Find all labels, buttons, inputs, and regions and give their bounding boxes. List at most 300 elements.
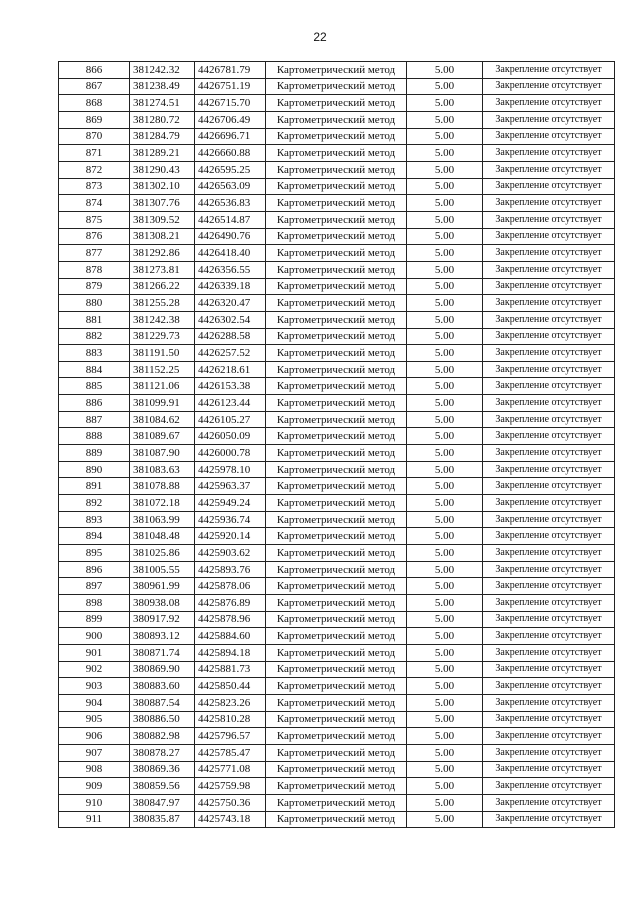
y-coordinate-cell: 4426563.09 (195, 178, 266, 195)
x-coordinate-cell: 380883.60 (130, 678, 195, 695)
point-number-cell: 907 (59, 744, 130, 761)
method-cell: Картометрический метод (266, 195, 407, 212)
table-row (59, 361, 615, 378)
table-row (59, 278, 615, 295)
point-number-cell: 900 (59, 628, 130, 645)
table-row (59, 228, 615, 245)
x-coordinate-cell: 380938.08 (130, 595, 195, 612)
accuracy-cell: 5.00 (407, 228, 483, 245)
table-row (59, 295, 615, 312)
accuracy-cell: 5.00 (407, 545, 483, 562)
accuracy-cell: 5.00 (407, 178, 483, 195)
fixation-note-cell: Закрепление отсутствует (483, 245, 615, 262)
table-row (59, 595, 615, 612)
method-cell: Картометрический метод (266, 694, 407, 711)
table-row (59, 311, 615, 328)
fixation-note-cell: Закрепление отсутствует (483, 528, 615, 545)
accuracy-cell: 5.00 (407, 395, 483, 412)
accuracy-cell: 5.00 (407, 611, 483, 628)
x-coordinate-cell: 381273.81 (130, 261, 195, 278)
table-row (59, 411, 615, 428)
point-number-cell: 898 (59, 595, 130, 612)
point-number-cell: 894 (59, 528, 130, 545)
fixation-note-cell: Закрепление отсутствует (483, 78, 615, 95)
method-cell: Картометрический метод (266, 511, 407, 528)
x-coordinate-cell: 380917.92 (130, 611, 195, 628)
table-row (59, 661, 615, 678)
x-coordinate-cell: 381290.43 (130, 161, 195, 178)
accuracy-cell: 5.00 (407, 378, 483, 395)
y-coordinate-cell: 4425978.10 (195, 461, 266, 478)
table-row (59, 778, 615, 795)
table-row (59, 261, 615, 278)
accuracy-cell: 5.00 (407, 561, 483, 578)
x-coordinate-cell: 380835.87 (130, 811, 195, 828)
accuracy-cell: 5.00 (407, 111, 483, 128)
fixation-note-cell: Закрепление отсутствует (483, 428, 615, 445)
accuracy-cell: 5.00 (407, 128, 483, 145)
point-number-cell: 897 (59, 578, 130, 595)
fixation-note-cell: Закрепление отсутствует (483, 478, 615, 495)
accuracy-cell: 5.00 (407, 644, 483, 661)
point-number-cell: 899 (59, 611, 130, 628)
accuracy-cell: 5.00 (407, 778, 483, 795)
method-cell: Картометрический метод (266, 595, 407, 612)
point-number-cell: 884 (59, 361, 130, 378)
y-coordinate-cell: 4425743.18 (195, 811, 266, 828)
accuracy-cell: 5.00 (407, 628, 483, 645)
method-cell: Картометрический метод (266, 395, 407, 412)
point-number-cell: 901 (59, 644, 130, 661)
y-coordinate-cell: 4425771.08 (195, 761, 266, 778)
y-coordinate-cell: 4426050.09 (195, 428, 266, 445)
point-number-cell: 877 (59, 245, 130, 262)
fixation-note-cell: Закрепление отсутствует (483, 644, 615, 661)
x-coordinate-cell: 381048.48 (130, 528, 195, 545)
fixation-note-cell: Закрепление отсутствует (483, 378, 615, 395)
table-row (59, 145, 615, 162)
fixation-note-cell: Закрепление отсутствует (483, 111, 615, 128)
method-cell: Картометрический метод (266, 378, 407, 395)
fixation-note-cell: Закрепление отсутствует (483, 628, 615, 645)
table-row (59, 445, 615, 462)
accuracy-cell: 5.00 (407, 161, 483, 178)
accuracy-cell: 5.00 (407, 694, 483, 711)
x-coordinate-cell: 381083.63 (130, 461, 195, 478)
coordinates-table (58, 61, 615, 828)
x-coordinate-cell: 381121.06 (130, 378, 195, 395)
accuracy-cell: 5.00 (407, 245, 483, 262)
y-coordinate-cell: 4425894.18 (195, 644, 266, 661)
table-row (59, 794, 615, 811)
point-number-cell: 866 (59, 62, 130, 79)
fixation-note-cell: Закрепление отсутствует (483, 495, 615, 512)
method-cell: Картометрический метод (266, 128, 407, 145)
y-coordinate-cell: 4425903.62 (195, 545, 266, 562)
y-coordinate-cell: 4425750.36 (195, 794, 266, 811)
table-row (59, 128, 615, 145)
x-coordinate-cell: 381308.21 (130, 228, 195, 245)
method-cell: Картометрический метод (266, 295, 407, 312)
x-coordinate-cell: 381005.55 (130, 561, 195, 578)
table-row (59, 95, 615, 112)
method-cell: Картометрический метод (266, 811, 407, 828)
y-coordinate-cell: 4425810.28 (195, 711, 266, 728)
point-number-cell: 882 (59, 328, 130, 345)
point-number-cell: 903 (59, 678, 130, 695)
y-coordinate-cell: 4426706.49 (195, 111, 266, 128)
fixation-note-cell: Закрепление отсутствует (483, 661, 615, 678)
x-coordinate-cell: 381280.72 (130, 111, 195, 128)
accuracy-cell: 5.00 (407, 95, 483, 112)
method-cell: Картометрический метод (266, 411, 407, 428)
x-coordinate-cell: 381152.25 (130, 361, 195, 378)
table-row (59, 578, 615, 595)
point-number-cell: 871 (59, 145, 130, 162)
point-number-cell: 878 (59, 261, 130, 278)
accuracy-cell: 5.00 (407, 361, 483, 378)
accuracy-cell: 5.00 (407, 78, 483, 95)
accuracy-cell: 5.00 (407, 811, 483, 828)
method-cell: Картометрический метод (266, 428, 407, 445)
y-coordinate-cell: 4426751.19 (195, 78, 266, 95)
fixation-note-cell: Закрепление отсутствует (483, 761, 615, 778)
x-coordinate-cell: 381089.67 (130, 428, 195, 445)
x-coordinate-cell: 381087.90 (130, 445, 195, 462)
method-cell: Картометрический метод (266, 111, 407, 128)
method-cell: Картометрический метод (266, 545, 407, 562)
accuracy-cell: 5.00 (407, 744, 483, 761)
x-coordinate-cell: 381025.86 (130, 545, 195, 562)
x-coordinate-cell: 381072.18 (130, 495, 195, 512)
x-coordinate-cell: 381242.32 (130, 62, 195, 79)
y-coordinate-cell: 4426536.83 (195, 195, 266, 212)
point-number-cell: 887 (59, 411, 130, 428)
table-row (59, 211, 615, 228)
accuracy-cell: 5.00 (407, 195, 483, 212)
y-coordinate-cell: 4426356.55 (195, 261, 266, 278)
accuracy-cell: 5.00 (407, 295, 483, 312)
table-row (59, 644, 615, 661)
accuracy-cell: 5.00 (407, 461, 483, 478)
accuracy-cell: 5.00 (407, 345, 483, 362)
x-coordinate-cell: 380893.12 (130, 628, 195, 645)
accuracy-cell: 5.00 (407, 495, 483, 512)
table-row (59, 611, 615, 628)
accuracy-cell: 5.00 (407, 261, 483, 278)
accuracy-cell: 5.00 (407, 678, 483, 695)
fixation-note-cell: Закрепление отсутствует (483, 261, 615, 278)
method-cell: Картометрический метод (266, 328, 407, 345)
point-number-cell: 892 (59, 495, 130, 512)
table-row (59, 511, 615, 528)
accuracy-cell: 5.00 (407, 478, 483, 495)
point-number-cell: 902 (59, 661, 130, 678)
accuracy-cell: 5.00 (407, 595, 483, 612)
fixation-note-cell: Закрепление отсутствует (483, 228, 615, 245)
x-coordinate-cell: 381191.50 (130, 345, 195, 362)
fixation-note-cell: Закрепление отсутствует (483, 578, 615, 595)
x-coordinate-cell: 381292.86 (130, 245, 195, 262)
x-coordinate-cell: 381289.21 (130, 145, 195, 162)
accuracy-cell: 5.00 (407, 211, 483, 228)
fixation-note-cell: Закрепление отсутствует (483, 411, 615, 428)
accuracy-cell: 5.00 (407, 578, 483, 595)
fixation-note-cell: Закрепление отсутствует (483, 361, 615, 378)
y-coordinate-cell: 4425878.96 (195, 611, 266, 628)
table-row (59, 345, 615, 362)
accuracy-cell: 5.00 (407, 428, 483, 445)
y-coordinate-cell: 4426339.18 (195, 278, 266, 295)
method-cell: Картометрический метод (266, 761, 407, 778)
x-coordinate-cell: 380886.50 (130, 711, 195, 728)
accuracy-cell: 5.00 (407, 311, 483, 328)
accuracy-cell: 5.00 (407, 145, 483, 162)
table-row (59, 811, 615, 828)
table-row (59, 744, 615, 761)
method-cell: Картометрический метод (266, 78, 407, 95)
x-coordinate-cell: 381307.76 (130, 195, 195, 212)
point-number-cell: 872 (59, 161, 130, 178)
x-coordinate-cell: 381255.28 (130, 295, 195, 312)
y-coordinate-cell: 4425936.74 (195, 511, 266, 528)
fixation-note-cell: Закрепление отсутствует (483, 278, 615, 295)
fixation-note-cell: Закрепление отсутствует (483, 794, 615, 811)
x-coordinate-cell: 380882.98 (130, 728, 195, 745)
table-row (59, 545, 615, 562)
point-number-cell: 904 (59, 694, 130, 711)
method-cell: Картометрический метод (266, 95, 407, 112)
point-number-cell: 881 (59, 311, 130, 328)
fixation-note-cell: Закрепление отсутствует (483, 145, 615, 162)
method-cell: Картометрический метод (266, 578, 407, 595)
fixation-note-cell: Закрепление отсутствует (483, 195, 615, 212)
y-coordinate-cell: 4426595.25 (195, 161, 266, 178)
y-coordinate-cell: 4426418.40 (195, 245, 266, 262)
x-coordinate-cell: 381099.91 (130, 395, 195, 412)
method-cell: Картометрический метод (266, 345, 407, 362)
method-cell: Картометрический метод (266, 661, 407, 678)
method-cell: Картометрический метод (266, 228, 407, 245)
method-cell: Картометрический метод (266, 478, 407, 495)
method-cell: Картометрический метод (266, 644, 407, 661)
accuracy-cell: 5.00 (407, 511, 483, 528)
point-number-cell: 869 (59, 111, 130, 128)
method-cell: Картометрический метод (266, 744, 407, 761)
y-coordinate-cell: 4426105.27 (195, 411, 266, 428)
y-coordinate-cell: 4425796.57 (195, 728, 266, 745)
y-coordinate-cell: 4425893.76 (195, 561, 266, 578)
table-row (59, 561, 615, 578)
point-number-cell: 886 (59, 395, 130, 412)
point-number-cell: 891 (59, 478, 130, 495)
table-row (59, 678, 615, 695)
table-row (59, 694, 615, 711)
table-row (59, 461, 615, 478)
fixation-note-cell: Закрепление отсутствует (483, 62, 615, 79)
y-coordinate-cell: 4425759.98 (195, 778, 266, 795)
point-number-cell: 889 (59, 445, 130, 462)
table-row (59, 711, 615, 728)
y-coordinate-cell: 4426153.38 (195, 378, 266, 395)
accuracy-cell: 5.00 (407, 62, 483, 79)
point-number-cell: 888 (59, 428, 130, 445)
y-coordinate-cell: 4426781.79 (195, 62, 266, 79)
point-number-cell: 874 (59, 195, 130, 212)
y-coordinate-cell: 4426218.61 (195, 361, 266, 378)
point-number-cell: 870 (59, 128, 130, 145)
y-coordinate-cell: 4425920.14 (195, 528, 266, 545)
accuracy-cell: 5.00 (407, 761, 483, 778)
point-number-cell: 876 (59, 228, 130, 245)
y-coordinate-cell: 4425785.47 (195, 744, 266, 761)
fixation-note-cell: Закрепление отсутствует (483, 694, 615, 711)
method-cell: Картометрический метод (266, 495, 407, 512)
y-coordinate-cell: 4425878.06 (195, 578, 266, 595)
table-row (59, 178, 615, 195)
y-coordinate-cell: 4426490.76 (195, 228, 266, 245)
fixation-note-cell: Закрепление отсутствует (483, 211, 615, 228)
table-row (59, 328, 615, 345)
x-coordinate-cell: 381063.99 (130, 511, 195, 528)
table-row (59, 428, 615, 445)
fixation-note-cell: Закрепление отсутствует (483, 461, 615, 478)
y-coordinate-cell: 4426514.87 (195, 211, 266, 228)
method-cell: Картометрический метод (266, 711, 407, 728)
method-cell: Картометрический метод (266, 628, 407, 645)
method-cell: Картометрический метод (266, 62, 407, 79)
y-coordinate-cell: 4425884.60 (195, 628, 266, 645)
method-cell: Картометрический метод (266, 261, 407, 278)
method-cell: Картометрический метод (266, 278, 407, 295)
x-coordinate-cell: 381242.38 (130, 311, 195, 328)
table-row (59, 161, 615, 178)
fixation-note-cell: Закрепление отсутствует (483, 561, 615, 578)
point-number-cell: 909 (59, 778, 130, 795)
point-number-cell: 883 (59, 345, 130, 362)
y-coordinate-cell: 4426660.88 (195, 145, 266, 162)
y-coordinate-cell: 4426000.78 (195, 445, 266, 462)
fixation-note-cell: Закрепление отсутствует (483, 345, 615, 362)
method-cell: Картометрический метод (266, 461, 407, 478)
accuracy-cell: 5.00 (407, 711, 483, 728)
y-coordinate-cell: 4425823.26 (195, 694, 266, 711)
point-number-cell: 879 (59, 278, 130, 295)
fixation-note-cell: Закрепление отсутствует (483, 744, 615, 761)
fixation-note-cell: Закрепление отсутствует (483, 178, 615, 195)
table-row (59, 495, 615, 512)
y-coordinate-cell: 4426320.47 (195, 295, 266, 312)
y-coordinate-cell: 4426302.54 (195, 311, 266, 328)
x-coordinate-cell: 380859.56 (130, 778, 195, 795)
point-number-cell: 895 (59, 545, 130, 562)
point-number-cell: 867 (59, 78, 130, 95)
method-cell: Картометрический метод (266, 778, 407, 795)
table-row (59, 78, 615, 95)
x-coordinate-cell: 380869.90 (130, 661, 195, 678)
x-coordinate-cell: 381238.49 (130, 78, 195, 95)
method-cell: Картометрический метод (266, 528, 407, 545)
x-coordinate-cell: 380869.36 (130, 761, 195, 778)
fixation-note-cell: Закрепление отсутствует (483, 778, 615, 795)
table-row (59, 528, 615, 545)
fixation-note-cell: Закрепление отсутствует (483, 611, 615, 628)
table-row (59, 378, 615, 395)
accuracy-cell: 5.00 (407, 278, 483, 295)
table-row (59, 395, 615, 412)
y-coordinate-cell: 4426715.70 (195, 95, 266, 112)
point-number-cell: 905 (59, 711, 130, 728)
method-cell: Картометрический метод (266, 145, 407, 162)
x-coordinate-cell: 380961.99 (130, 578, 195, 595)
x-coordinate-cell: 381309.52 (130, 211, 195, 228)
x-coordinate-cell: 381084.62 (130, 411, 195, 428)
accuracy-cell: 5.00 (407, 328, 483, 345)
fixation-note-cell: Закрепление отсутствует (483, 445, 615, 462)
table-row (59, 111, 615, 128)
x-coordinate-cell: 381302.10 (130, 178, 195, 195)
method-cell: Картометрический метод (266, 611, 407, 628)
method-cell: Картометрический метод (266, 561, 407, 578)
point-number-cell: 910 (59, 794, 130, 811)
y-coordinate-cell: 4425949.24 (195, 495, 266, 512)
point-number-cell: 875 (59, 211, 130, 228)
accuracy-cell: 5.00 (407, 528, 483, 545)
fixation-note-cell: Закрепление отсутствует (483, 545, 615, 562)
x-coordinate-cell: 380871.74 (130, 644, 195, 661)
point-number-cell: 885 (59, 378, 130, 395)
table-row (59, 245, 615, 262)
y-coordinate-cell: 4426257.52 (195, 345, 266, 362)
table-row (59, 728, 615, 745)
table-row (59, 62, 615, 79)
point-number-cell: 908 (59, 761, 130, 778)
point-number-cell: 893 (59, 511, 130, 528)
method-cell: Картометрический метод (266, 728, 407, 745)
y-coordinate-cell: 4426696.71 (195, 128, 266, 145)
method-cell: Картометрический метод (266, 678, 407, 695)
method-cell: Картометрический метод (266, 311, 407, 328)
accuracy-cell: 5.00 (407, 728, 483, 745)
x-coordinate-cell: 381078.88 (130, 478, 195, 495)
y-coordinate-cell: 4425850.44 (195, 678, 266, 695)
accuracy-cell: 5.00 (407, 411, 483, 428)
y-coordinate-cell: 4425876.89 (195, 595, 266, 612)
fixation-note-cell: Закрепление отсутствует (483, 328, 615, 345)
table-row (59, 761, 615, 778)
fixation-note-cell: Закрепление отсутствует (483, 161, 615, 178)
fixation-note-cell: Закрепление отсутствует (483, 395, 615, 412)
fixation-note-cell: Закрепление отсутствует (483, 678, 615, 695)
x-coordinate-cell: 381229.73 (130, 328, 195, 345)
page-number: 22 (313, 30, 327, 44)
fixation-note-cell: Закрепление отсутствует (483, 711, 615, 728)
x-coordinate-cell: 381284.79 (130, 128, 195, 145)
method-cell: Картометрический метод (266, 794, 407, 811)
fixation-note-cell: Закрепление отсутствует (483, 128, 615, 145)
fixation-note-cell: Закрепление отсутствует (483, 728, 615, 745)
point-number-cell: 868 (59, 95, 130, 112)
method-cell: Картометрический метод (266, 361, 407, 378)
point-number-cell: 911 (59, 811, 130, 828)
fixation-note-cell: Закрепление отсутствует (483, 811, 615, 828)
method-cell: Картометрический метод (266, 245, 407, 262)
y-coordinate-cell: 4426123.44 (195, 395, 266, 412)
fixation-note-cell: Закрепление отсутствует (483, 511, 615, 528)
method-cell: Картометрический метод (266, 161, 407, 178)
y-coordinate-cell: 4426288.58 (195, 328, 266, 345)
fixation-note-cell: Закрепление отсутствует (483, 95, 615, 112)
